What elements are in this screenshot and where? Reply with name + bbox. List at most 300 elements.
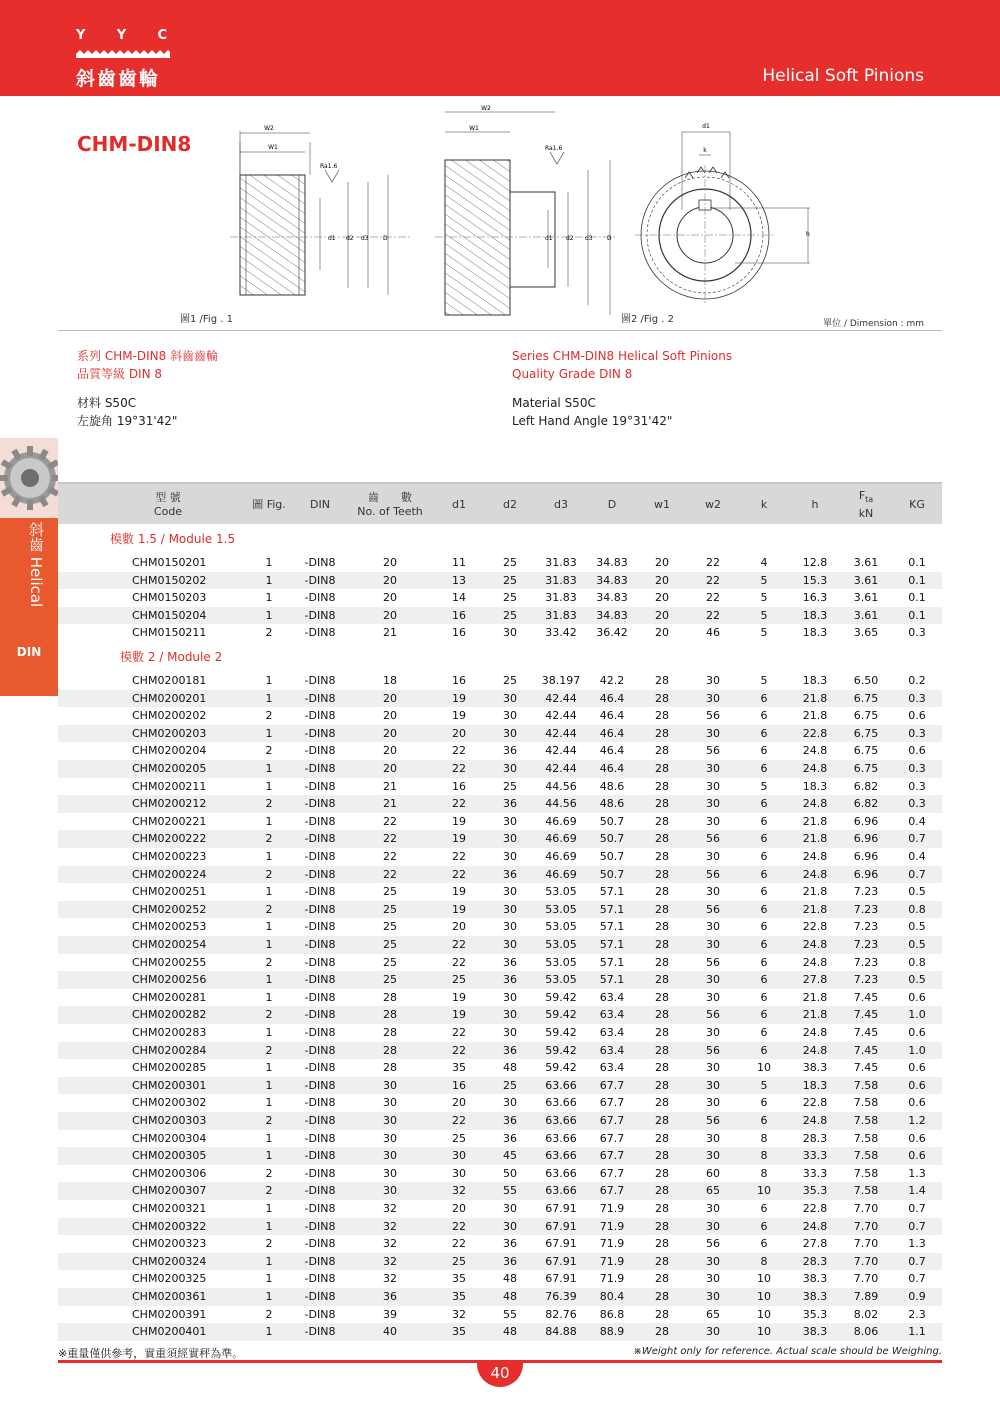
cell-w1: 28 [655, 726, 669, 740]
cell-d3: 42.44 [545, 691, 577, 705]
cell-din: -DIN8 [304, 1325, 336, 1339]
table-row [58, 1200, 942, 1218]
cell-h: 24.8 [802, 744, 828, 758]
cell-w1: 28 [655, 885, 669, 899]
cell-code: CHM0200253 [132, 920, 207, 934]
cell-fig: 1 [265, 1202, 273, 1215]
cell-d3: 42.44 [545, 709, 577, 723]
cell-kg: 0.6 [908, 990, 926, 1004]
cell-kg: 0.9 [908, 1290, 926, 1303]
cell-w1: 20 [655, 556, 669, 569]
cell-w2: 60 [706, 1166, 720, 1180]
cell-D: 34.83 [596, 556, 628, 569]
cell-w1: 28 [655, 691, 669, 705]
cell-d3: 67.91 [545, 1202, 577, 1215]
cell-fig: 1 [265, 990, 273, 1004]
cell-teeth: 20 [383, 573, 397, 587]
svg-text:k: k [703, 147, 707, 154]
table-row [58, 813, 942, 831]
cell-h: 35.3 [802, 1307, 828, 1321]
cell-d3: 67.91 [545, 1254, 577, 1268]
cell-D: 63.4 [599, 990, 625, 1004]
col-k: k [760, 498, 768, 511]
cell-h: 24.8 [802, 955, 828, 969]
cell-w1: 28 [655, 1166, 669, 1180]
table-row [58, 1323, 942, 1341]
cell-d1: 19 [452, 832, 466, 846]
cell-D: 57.1 [599, 920, 625, 934]
cell-code: CHM0200304 [132, 1131, 207, 1145]
cell-fig: 2 [265, 1307, 273, 1321]
cell-code: CHM0200211 [132, 779, 207, 793]
cell-d2: 36 [503, 1237, 517, 1251]
cell-fig: 1 [265, 885, 273, 899]
cell-d3: 63.66 [545, 1184, 577, 1198]
cell-d3: 59.42 [545, 1026, 577, 1039]
cell-teeth: 30 [383, 1149, 397, 1163]
cell-D: 63.4 [599, 1026, 625, 1039]
cell-fig: 1 [265, 556, 273, 569]
cell-fig: 1 [265, 762, 273, 775]
table-row [58, 1024, 942, 1042]
cell-h: 21.8 [802, 691, 828, 705]
cell-d2: 30 [503, 691, 517, 705]
cell-k: 10 [757, 1307, 771, 1321]
cell-d2: 30 [503, 1219, 517, 1233]
cell-D: 42.2 [599, 674, 625, 687]
cell-D: 57.1 [599, 885, 625, 899]
cell-teeth: 21 [383, 779, 397, 793]
cell-w1: 28 [655, 955, 669, 969]
cell-w1: 28 [655, 814, 669, 828]
cell-k: 6 [760, 691, 768, 705]
cell-D: 46.4 [599, 726, 625, 740]
cell-teeth: 32 [383, 1219, 397, 1233]
cell-d3: 44.56 [545, 797, 577, 811]
cell-din: -DIN8 [304, 779, 336, 793]
cell-kg: 0.3 [908, 691, 926, 705]
cell-w2: 30 [706, 797, 720, 811]
spec-en-material: Material S50C Left Hand Angle 19°31'42" [512, 396, 673, 428]
cell-din: -DIN8 [304, 1254, 336, 1268]
cell-d1: 16 [452, 674, 466, 687]
svg-text:Ra1.6: Ra1.6 [320, 163, 338, 170]
cell-teeth: 39 [383, 1307, 397, 1321]
cell-fig: 1 [265, 779, 273, 793]
cell-kg: 1.3 [908, 1166, 926, 1180]
cell-fta: 7.23 [853, 938, 879, 951]
cell-teeth: 22 [383, 850, 397, 863]
cell-fta: 3.61 [853, 608, 879, 622]
table-row [58, 742, 942, 760]
cell-fta: 7.23 [853, 955, 879, 969]
cell-d2: 48 [503, 1290, 517, 1303]
cell-teeth: 21 [383, 626, 397, 640]
cell-D: 50.7 [599, 867, 625, 881]
cell-d3: 59.42 [545, 1061, 577, 1075]
cell-fta: 6.75 [853, 691, 879, 705]
cell-w2: 30 [706, 1061, 720, 1075]
cell-fta: 3.61 [853, 556, 879, 569]
cell-teeth: 30 [383, 1114, 397, 1127]
cell-d3: 67.91 [545, 1272, 577, 1286]
cell-w2: 30 [706, 1254, 720, 1268]
cell-w2: 30 [706, 1290, 720, 1303]
figure-2-label: 圖2 /Fig . 2 [621, 314, 674, 325]
table-row [58, 1130, 942, 1148]
cell-d3: 67.91 [545, 1237, 577, 1251]
cell-teeth: 25 [383, 920, 397, 934]
col-h: h [811, 498, 819, 511]
cell-w1: 28 [655, 762, 669, 775]
cell-d3: 33.42 [545, 626, 577, 640]
cell-fta: 7.70 [853, 1202, 879, 1215]
cell-din: -DIN8 [304, 1026, 336, 1039]
cell-d1: 22 [452, 1219, 466, 1233]
col-d1: d1 [452, 498, 466, 511]
cell-h: 21.8 [802, 709, 828, 723]
cell-D: 34.83 [596, 608, 628, 622]
cell-kg: 0.3 [908, 626, 926, 640]
cell-h: 27.8 [802, 1237, 828, 1251]
cell-code: CHM0200203 [132, 726, 207, 740]
cell-d2: 25 [503, 608, 517, 622]
cell-w2: 46 [706, 626, 720, 640]
cell-D: 67.7 [599, 1131, 625, 1145]
svg-text:h: h [806, 231, 810, 238]
cell-kg: 0.5 [908, 885, 926, 899]
cell-code: CHM0200181 [132, 674, 207, 687]
cell-d1: 11 [452, 556, 466, 569]
cell-fta: 7.58 [853, 1096, 879, 1110]
cell-teeth: 20 [383, 726, 397, 740]
cell-w2: 56 [706, 1114, 720, 1127]
cell-D: 67.7 [599, 1096, 625, 1110]
cell-w1: 28 [655, 1114, 669, 1127]
svg-text:d2: d2 [566, 235, 574, 242]
cell-d2: 36 [503, 955, 517, 969]
svg-text:W1: W1 [268, 144, 278, 151]
cell-teeth: 21 [383, 797, 397, 811]
cell-code: CHM0200223 [132, 850, 207, 863]
cell-kg: 0.8 [908, 955, 926, 969]
cell-d3: 63.66 [545, 1149, 577, 1163]
cell-kg: 1.0 [908, 1043, 926, 1057]
cell-code: CHM0200222 [132, 832, 207, 846]
cell-D: 57.1 [599, 938, 625, 951]
cell-din: -DIN8 [304, 902, 336, 916]
cell-d2: 48 [503, 1325, 517, 1339]
cell-din: -DIN8 [304, 867, 336, 881]
cell-w2: 30 [706, 920, 720, 934]
cell-h: 33.3 [802, 1149, 828, 1163]
cell-din: -DIN8 [304, 797, 336, 811]
cell-din: -DIN8 [304, 938, 336, 951]
cell-D: 57.1 [599, 902, 625, 916]
cell-d2: 55 [503, 1184, 517, 1198]
table-row [58, 778, 942, 796]
cell-k: 6 [760, 990, 768, 1004]
cell-din: -DIN8 [304, 832, 336, 846]
cell-kg: 1.0 [908, 1008, 926, 1022]
table-row [58, 1253, 942, 1271]
cell-d1: 22 [452, 762, 466, 775]
cell-fig: 1 [265, 1149, 273, 1163]
cell-D: 71.9 [599, 1219, 625, 1233]
footer-note-cn: ※重量僅供參考，實重須經實秤為準。 [58, 1347, 244, 1360]
cell-code: CHM0200284 [132, 1043, 207, 1057]
table-row [58, 672, 942, 690]
cell-kg: 0.6 [908, 709, 926, 723]
cell-fig: 2 [265, 797, 273, 811]
cell-d1: 13 [452, 573, 466, 587]
cell-kg: 0.4 [908, 814, 926, 828]
cell-d1: 19 [452, 902, 466, 916]
cell-fig: 1 [265, 726, 273, 740]
cell-h: 12.8 [802, 556, 828, 569]
cell-d2: 25 [503, 591, 517, 605]
col-d2: d2 [503, 498, 517, 511]
cell-code: CHM0200301 [132, 1078, 207, 1092]
cell-d1: 16 [452, 779, 466, 793]
cell-k: 6 [760, 1219, 768, 1233]
cell-w2: 56 [706, 1008, 720, 1022]
cell-din: -DIN8 [304, 814, 336, 828]
cell-d1: 35 [452, 1290, 466, 1303]
cell-kg: 0.6 [908, 1149, 926, 1163]
cell-fta: 7.70 [853, 1272, 879, 1286]
cell-k: 5 [760, 779, 768, 793]
cell-D: 71.9 [599, 1237, 625, 1251]
cell-d3: 38.197 [541, 674, 581, 687]
table-row [58, 572, 942, 590]
cell-d2: 30 [503, 1008, 517, 1022]
cell-d2: 30 [503, 709, 517, 723]
cell-D: 67.7 [599, 1114, 625, 1127]
table-row [58, 690, 942, 708]
cell-d1: 25 [452, 973, 466, 987]
cell-din: -DIN8 [304, 850, 336, 863]
cell-k: 6 [760, 744, 768, 758]
svg-text:W1: W1 [469, 125, 479, 132]
cell-k: 5 [760, 674, 768, 687]
cell-din: -DIN8 [304, 709, 336, 723]
cell-d2: 25 [503, 556, 517, 569]
cell-din: -DIN8 [304, 1114, 336, 1127]
table-row [58, 1006, 942, 1024]
cell-k: 6 [760, 938, 768, 951]
table-row [58, 1306, 942, 1324]
cell-code: CHM0200325 [132, 1272, 207, 1286]
cell-h: 22.8 [802, 1096, 828, 1110]
svg-text:d3: d3 [585, 235, 593, 242]
cell-fta: 7.70 [853, 1254, 879, 1268]
cell-D: 80.4 [599, 1290, 625, 1303]
col-w2: w2 [705, 498, 721, 511]
cell-kg: 0.4 [908, 850, 926, 863]
cell-fta: 6.82 [853, 779, 879, 793]
cell-h: 24.8 [802, 1043, 828, 1057]
cell-w1: 28 [655, 920, 669, 934]
cell-code: CHM0200282 [132, 1008, 207, 1022]
cell-w2: 30 [706, 885, 720, 899]
cell-w2: 56 [706, 867, 720, 881]
cell-w2: 56 [706, 832, 720, 846]
table-row [58, 971, 942, 989]
cell-d2: 36 [503, 973, 517, 987]
cell-kg: 0.5 [908, 973, 926, 987]
cell-teeth: 40 [383, 1325, 397, 1339]
cell-teeth: 30 [383, 1166, 397, 1180]
cell-code: CHM0200205 [132, 762, 207, 775]
cell-kg: 0.7 [908, 832, 926, 846]
cell-fta: 6.75 [853, 726, 879, 740]
cell-din: -DIN8 [304, 1184, 336, 1198]
cell-din: -DIN8 [304, 1290, 336, 1303]
table-row [58, 954, 942, 972]
cell-din: -DIN8 [304, 1078, 336, 1092]
cell-kg: 0.1 [908, 591, 926, 605]
cell-k: 10 [757, 1325, 771, 1339]
spec-en-series: Series CHM-DIN8 Helical Soft Pinions Quality Grade DIN 8 [512, 349, 733, 381]
cell-fta: 7.58 [853, 1114, 879, 1127]
cell-d2: 36 [503, 797, 517, 811]
cell-d1: 22 [452, 797, 466, 811]
svg-text:Ra1.6: Ra1.6 [545, 145, 563, 152]
cell-d1: 16 [452, 626, 466, 640]
cell-teeth: 20 [383, 762, 397, 775]
table-row [58, 883, 942, 901]
cell-kg: 0.1 [908, 573, 926, 587]
cell-D: 46.4 [599, 762, 625, 775]
cell-k: 5 [760, 591, 768, 605]
table-row [58, 1059, 942, 1077]
cell-din: -DIN8 [304, 626, 336, 640]
cell-din: -DIN8 [304, 1131, 336, 1145]
cell-w1: 28 [655, 1272, 669, 1286]
cell-w1: 28 [655, 1254, 669, 1268]
table-row [58, 795, 942, 813]
cell-k: 6 [760, 1026, 768, 1039]
cell-teeth: 32 [383, 1272, 397, 1286]
svg-text:d3: d3 [361, 235, 369, 242]
cell-d3: 46.69 [545, 814, 577, 828]
cell-D: 57.1 [599, 973, 625, 987]
cell-w1: 28 [655, 1202, 669, 1215]
cell-din: -DIN8 [304, 1272, 336, 1286]
cell-k: 5 [760, 1078, 768, 1092]
cell-kg: 0.6 [908, 744, 926, 758]
cell-k: 6 [760, 797, 768, 811]
cell-d1: 19 [452, 691, 466, 705]
cell-h: 38.3 [802, 1325, 828, 1339]
cell-d3: 53.05 [545, 920, 577, 934]
table-row [58, 760, 942, 778]
cell-code: CHM0200221 [132, 814, 207, 828]
cell-w1: 28 [655, 1325, 669, 1339]
cell-w1: 20 [655, 626, 669, 640]
cell-k: 6 [760, 973, 768, 987]
cell-h: 21.8 [802, 902, 828, 916]
col-d3: d3 [554, 498, 568, 511]
table-row [58, 1042, 942, 1060]
table-row [58, 554, 942, 572]
figure-1-label: 圖1 /Fig . 1 [180, 314, 233, 325]
cell-code: CHM0200306 [132, 1166, 207, 1180]
cell-fig: 1 [265, 814, 273, 828]
table-row [58, 989, 942, 1007]
cell-d2: 30 [503, 850, 517, 863]
cell-fig: 2 [265, 955, 273, 969]
cell-fta: 7.45 [853, 990, 879, 1004]
table-row [58, 607, 942, 625]
cell-k: 10 [757, 1061, 771, 1075]
cell-d2: 25 [503, 573, 517, 587]
cell-w2: 56 [706, 1237, 720, 1251]
table-row [58, 1077, 942, 1095]
cell-d1: 22 [452, 938, 466, 951]
cell-k: 8 [760, 1131, 768, 1145]
cell-h: 24.8 [802, 1114, 828, 1127]
cell-din: -DIN8 [304, 591, 336, 605]
cell-d3: 42.44 [545, 744, 577, 758]
cell-D: 50.7 [599, 814, 625, 828]
cell-k: 10 [757, 1184, 771, 1198]
cell-h: 21.8 [802, 990, 828, 1004]
cell-d1: 22 [452, 744, 466, 758]
cell-w2: 30 [706, 1149, 720, 1163]
cell-fta: 7.58 [853, 1184, 879, 1198]
cell-fta: 6.50 [853, 674, 879, 687]
cell-fta: 6.96 [853, 867, 879, 881]
cell-D: 36.42 [596, 626, 628, 640]
cell-fig: 1 [265, 608, 273, 622]
table-header [58, 482, 942, 524]
cell-code: CHM0200324 [132, 1254, 207, 1268]
cell-h: 28.3 [802, 1131, 828, 1145]
table-row [58, 866, 942, 884]
cell-teeth: 28 [383, 1026, 397, 1039]
cell-d2: 50 [503, 1166, 517, 1180]
cell-D: 71.9 [599, 1272, 625, 1286]
cell-fig: 1 [265, 1096, 273, 1110]
table-row [58, 589, 942, 607]
cell-k: 6 [760, 1237, 768, 1251]
cell-w2: 56 [706, 902, 720, 916]
cell-D: 46.4 [599, 744, 625, 758]
cell-fig: 1 [265, 1078, 273, 1092]
cell-d3: 31.83 [545, 591, 577, 605]
logo-gear-teeth-icon [76, 48, 170, 58]
cell-d3: 59.42 [545, 990, 577, 1004]
cell-d1: 22 [452, 1026, 466, 1039]
cell-fta: 7.89 [853, 1290, 879, 1303]
cell-din: -DIN8 [304, 556, 336, 569]
cell-fta: 8.06 [853, 1325, 879, 1339]
cell-w1: 28 [655, 1096, 669, 1110]
cell-w1: 20 [655, 573, 669, 587]
cell-code: CHM0200251 [132, 885, 207, 899]
cell-fta: 7.23 [853, 973, 879, 987]
svg-text:W2: W2 [264, 125, 274, 132]
cell-din: -DIN8 [304, 573, 336, 587]
cell-code: CHM0200391 [132, 1307, 207, 1321]
side-tab-label: 斜齒 Helical [27, 522, 45, 608]
figure-1-drawing [230, 125, 410, 295]
cell-code: CHM0200302 [132, 1096, 207, 1110]
cell-d3: 82.76 [545, 1307, 577, 1321]
cell-h: 22.8 [802, 920, 828, 934]
